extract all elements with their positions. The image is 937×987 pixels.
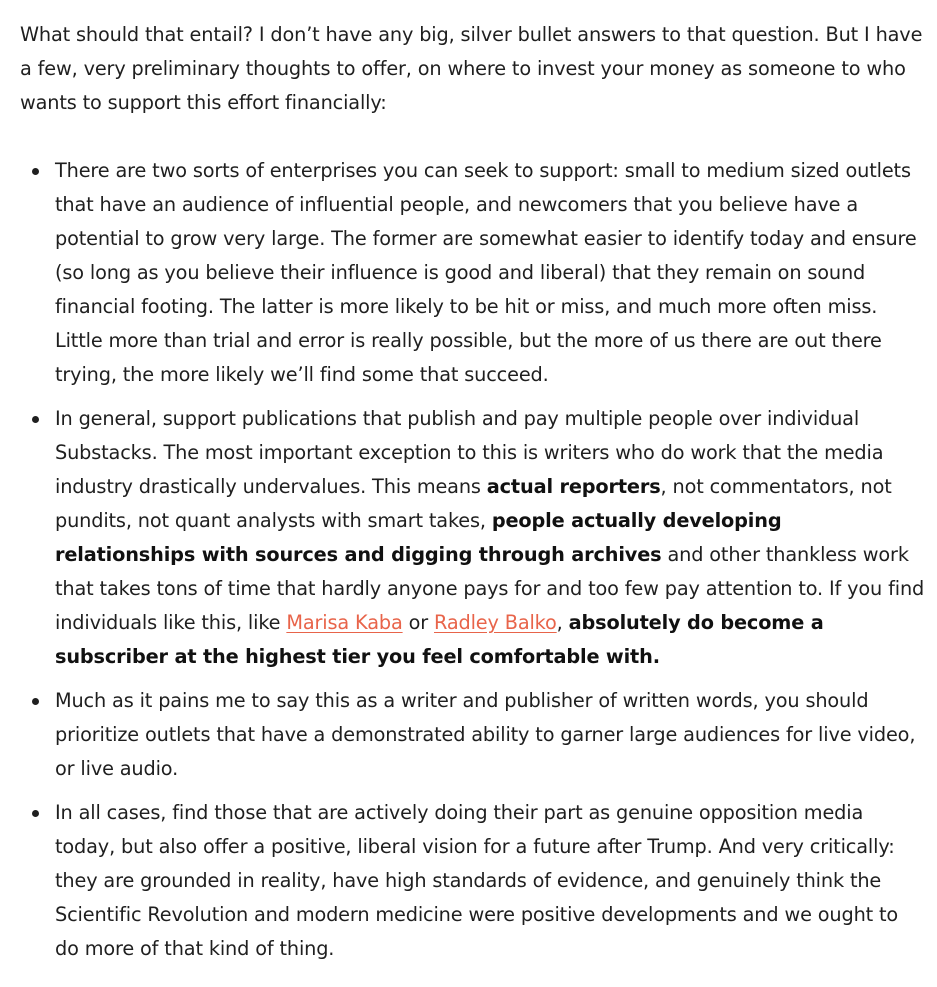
- bullet-icon: [32, 698, 39, 705]
- list-item: [20, 402, 925, 674]
- bullet-icon: [32, 810, 39, 817]
- bullet-icon: [32, 168, 39, 175]
- list-item: [20, 684, 925, 786]
- bold-phrase: actual reporters: [486, 475, 661, 498]
- bullet-icon: [32, 416, 39, 423]
- bold-phrase: people actually developing relationships with sources and digging through archives: [55, 509, 782, 566]
- list-item: [20, 154, 925, 392]
- list-item-text-part: or: [402, 611, 434, 634]
- article-body: [20, 18, 925, 976]
- list-item: [20, 796, 925, 966]
- list-item-text: In all cases, find those that are actively doing their part as genuine opposition media today, but also offer a positive, liberal vision for a future after Trump. And very critically: they are grounded in reality, have high standards of evidence, and genuinely think the Scientific Revolution and modern medicine were positive developments and we ought to do more of that kind of thing.: [55, 801, 899, 960]
- list-item-text-part: , not commentators, not pundits, not quant analysts with smart takes,: [55, 475, 892, 532]
- link-marisa-kaba[interactable]: Marisa Kaba: [286, 611, 403, 634]
- list-item-text-part: and other thankless work that takes tons of time that hardly anyone pays for and too few pay attention to. If you find individuals like this, like: [55, 543, 925, 634]
- list-item-text-part: In general, support publications that publish and pay multiple people over individual Substacks. The most important exception to this is writers who do work that the media industry drastically undervalues. This means: [55, 407, 884, 498]
- list-item-text: Much as it pains me to say this as a writer and publisher of written words, you should prioritize outlets that have a demonstrated ability to garner large audiences for live video, or live audio.: [55, 689, 916, 780]
- intro-paragraph: What should that entail? I don’t have any big, silver bullet answers to that question. But I have a few, very preliminary thoughts to offer, on where to invest your money as someone to who wants to support this effort financially:: [20, 23, 923, 114]
- list-item-text-part: ,: [556, 611, 569, 634]
- bullet-list: [20, 154, 925, 966]
- bold-phrase: absolutely do become a subscriber at the highest tier you feel comfortable with.: [55, 611, 824, 668]
- link-radley-balko[interactable]: Radley Balko: [434, 611, 557, 634]
- list-item-text: There are two sorts of enterprises you can seek to support: small to medium sized outlets that have an audience of influential people, and newcomers that you believe have a potential to grow very large. The former are somewhat easier to identify today and ensure (so long as you believe their influence is good and liberal) that they remain on sound financial footing. The latter is more likely to be hit or miss, and much more often miss. Little more than trial and error is really possible, but the more of us there are out there trying, the more likely we’ll find some that succeed.: [55, 159, 917, 386]
